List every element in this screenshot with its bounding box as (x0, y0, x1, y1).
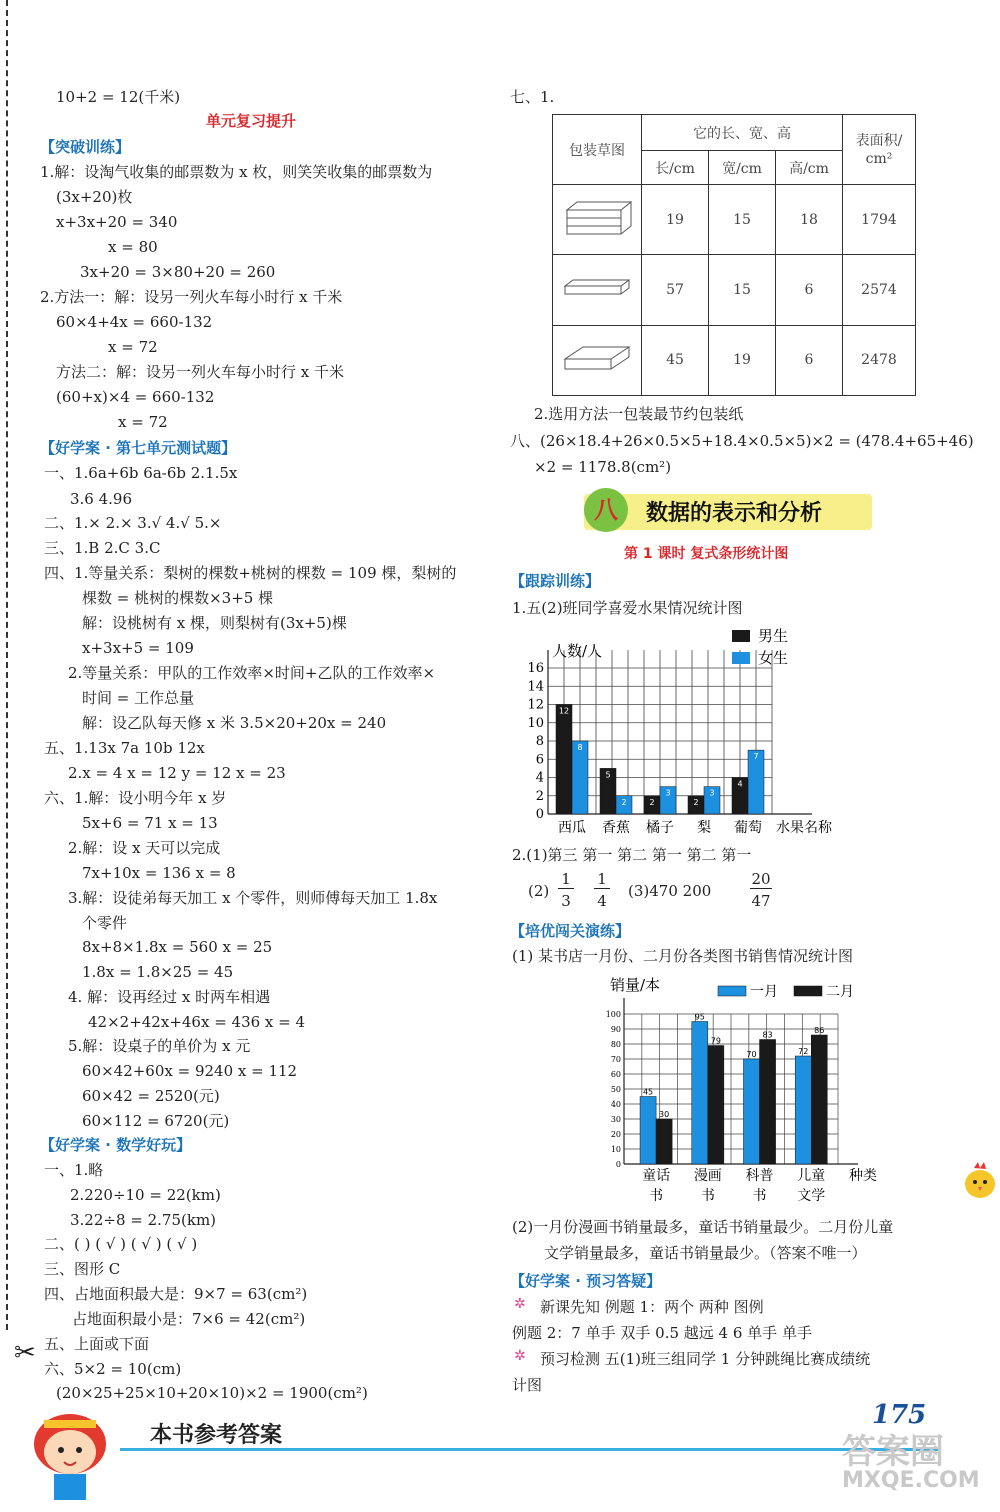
x-tick-label: 香蕉 (602, 820, 630, 836)
text-line: 60×4+4x = 660-132 (56, 313, 213, 331)
bar-value-label: 45 (642, 1087, 654, 1097)
x-tick-label: 童话 (642, 1168, 671, 1184)
table-cell: 15 (709, 185, 776, 255)
y-tick-label: 50 (610, 1085, 621, 1094)
bar-value-label: 3 (709, 788, 715, 798)
text-line: 5x+6 = 71 x = 13 (82, 814, 218, 832)
bar (708, 1046, 724, 1165)
legend-label: 二月 (826, 984, 854, 1000)
watermark-site: MXQE.COM (842, 1468, 980, 1493)
y-tick-label: 0 (535, 807, 544, 822)
text-line: 计图 (512, 1376, 543, 1394)
text-prefix: (2) (528, 882, 550, 900)
table-cell: 1794 (843, 185, 916, 255)
bar-value-label: 86 (814, 1026, 825, 1035)
section-title: 单元复习提升 (206, 112, 297, 130)
y-tick-label: 70 (610, 1055, 621, 1064)
text-line: 棵数 = 桃树的棵数×3+5 棵 (82, 589, 274, 607)
fraction-numerator: 1 (558, 870, 574, 889)
text-line: x = 72 (108, 338, 158, 356)
flower-icon: ✲ (514, 1296, 526, 1312)
text-line: 二、1.× 2.× 3.√ 4.√ 5.× (44, 514, 222, 532)
bar-value-label: 12 (558, 706, 570, 716)
y-tick-label: 2 (535, 788, 544, 804)
text-line: 2.等量关系：甲队的工作效率×时间+乙队的工作效率× (68, 664, 436, 682)
text-line: (60+x)×4 = 660-132 (56, 388, 215, 406)
mascot-icon (24, 1398, 116, 1508)
chart-title: (1) 某书店一月份、二月份各类图书销售情况统计图 (512, 947, 854, 965)
flower-icon: ✲ (514, 1348, 526, 1364)
y-tick-label: 80 (610, 1040, 621, 1049)
text-line: x+3x+20 = 340 (56, 213, 178, 231)
x-tick-label: 橘子 (646, 820, 674, 836)
legend-swatch (794, 986, 822, 996)
text-line: 时间 = 工作总量 (82, 689, 195, 707)
table-header: 宽/cm (709, 151, 776, 185)
y-tick-label: 100 (605, 1010, 621, 1019)
text-line: 方法二：解：设另一列火车每小时行 x 千米 (56, 363, 344, 381)
table-header: 它的长、宽、高 (642, 115, 843, 151)
footer-rule (120, 1448, 940, 1451)
x-tick-label-line2: 书 (700, 1188, 715, 1204)
bar-value-label: 79 (710, 1036, 721, 1046)
text-line: 60×42+60x = 9240 x = 112 (82, 1062, 298, 1080)
bar-value-label: 95 (694, 1012, 705, 1022)
unit-number: 八 (584, 488, 628, 532)
text-line: 3x+20 = 3×80+20 = 260 (80, 263, 276, 281)
text-line: (20×25+25×10+20×10)×2 = 1900(cm²) (56, 1384, 368, 1402)
text-line: 六、1.解：设小明今年 x 岁 (44, 789, 227, 807)
text-line: 预习检测 五(1)班三组同学 1 分钟跳绳比赛成绩统 (540, 1350, 871, 1368)
text-line: 2.x = 4 x = 12 y = 12 x = 23 (68, 764, 286, 782)
scissors-icon: ✂ (14, 1338, 36, 1368)
table-cell: 6 (776, 325, 843, 395)
x-tick-label: 科普 (745, 1168, 774, 1184)
text-line: 2.(1)第三 第一 第二 第一 第二 第一 (512, 846, 752, 864)
text-line: 5.解：设桌子的单价为 x 元 (68, 1037, 251, 1055)
text-line: 1.8x = 1.8×25 = 45 (82, 963, 234, 981)
y-tick-label: 4 (535, 770, 544, 786)
text-line: (2)一月份漫画书销量最多，童话书销量最少。二月份儿童 (512, 1218, 894, 1236)
y-tick-label: 16 (527, 661, 544, 676)
fruit-bar-chart (510, 622, 850, 844)
text-line: 占地面积最小是：7×6 = 42(cm²) (72, 1310, 306, 1328)
header-unit: cm² (865, 150, 893, 167)
text-line: 7x+10x = 136 x = 8 (82, 864, 236, 882)
text-line: 3.解：设徒弟每天加工 x 个零件，则师傅每天加工 1.8x (68, 889, 438, 907)
y-tick-label: 10 (527, 715, 544, 731)
bar (811, 1035, 827, 1164)
bar-value-label: 7 (753, 752, 759, 762)
bar-value-label: 2 (649, 797, 655, 807)
table-header: 长/cm (642, 151, 709, 185)
book-sales-bar-chart (590, 970, 890, 1210)
chart-title: 1.五(2)班同学喜爱水果情况统计图 (512, 599, 743, 617)
bar-value-label: 83 (762, 1030, 773, 1040)
table-header: 高/cm (776, 151, 843, 185)
lesson-title: 第 1 课时 复式条形统计图 (624, 546, 789, 562)
heading: 【好学案 · 预习答疑】 (510, 1272, 662, 1290)
bar-value-label: 2 (621, 797, 627, 807)
text-line: 三、图形 C (44, 1260, 121, 1278)
table-cell: 57 (642, 255, 709, 325)
footer-title: 本书参考答案 (150, 1423, 283, 1448)
text-line: 新课先知 例题 1：两个 两种 图例 (540, 1298, 764, 1316)
text-line: 3.22÷8 = 2.75(km) (70, 1211, 217, 1229)
legend-label: 女生 (758, 649, 789, 667)
text-line: 60×112 = 6720(元) (82, 1112, 230, 1130)
table-cell: 2478 (843, 325, 916, 395)
y-tick-label: 6 (535, 752, 544, 768)
bar-value-label: 3 (665, 788, 671, 798)
text-line: 一、1.6a+6b 6a-6b 2.1.5x (44, 464, 238, 482)
x-tick-label: 葡萄 (734, 820, 762, 836)
heading: 【培优闯关演练】 (510, 922, 631, 940)
legend-swatch (732, 630, 750, 642)
text-line: 2.选用方法一包装最节约包装纸 (534, 405, 744, 423)
y-tick-label: 60 (610, 1070, 621, 1079)
bar (760, 1040, 776, 1165)
table-row (553, 325, 916, 395)
table-cell: 18 (776, 185, 843, 255)
y-tick-label: 40 (610, 1100, 621, 1109)
heading: 【好学案 · 第七单元测试题】 (40, 439, 237, 457)
table-cell: 2574 (843, 255, 916, 325)
y-tick-label: 30 (610, 1115, 621, 1124)
table-header (843, 115, 916, 185)
fraction-denominator: 3 (561, 892, 571, 910)
watermark-logo: 答案圈 (842, 1432, 944, 1472)
x-tick-label: 种类 (848, 1168, 877, 1184)
text-line: x+3x+5 = 109 (82, 639, 194, 657)
text-line: 个零件 (82, 914, 128, 932)
text-line: 三、1.B 2.C 3.C (44, 539, 161, 557)
text-line: 六、5×2 = 10(cm) (44, 1360, 182, 1378)
text-line: x = 72 (118, 413, 168, 431)
heading: 【突破训练】 (40, 138, 131, 156)
text-line: 四、1.等量关系：梨树的棵数+桃树的棵数 = 109 棵，梨树的 (44, 564, 457, 582)
text-line: 2.方法一：解：设另一列火车每小时行 x 千米 (40, 288, 343, 306)
bar (743, 1059, 759, 1164)
text-line: 七、1. (510, 88, 555, 106)
legend-label: 男生 (758, 627, 789, 645)
text-middle: (3)470 200 (628, 882, 712, 900)
y-axis-label: 销量/本 (610, 976, 661, 994)
y-tick-label: 10 (610, 1145, 621, 1154)
bar (640, 1097, 656, 1165)
bar-value-label: 70 (746, 1050, 757, 1059)
text-line: 8x+8×1.8x = 560 x = 25 (82, 938, 273, 956)
legend-label: 一月 (750, 984, 778, 1000)
packaging-table (552, 114, 916, 396)
text-line: 二、( ) ( √ ) ( √ ) ( √ ) (44, 1235, 198, 1253)
text-line: x = 80 (108, 238, 158, 256)
text-line: 3.6 4.96 (70, 490, 133, 508)
legend-swatch (732, 652, 750, 664)
x-tick-label-line2: 文学 (797, 1188, 826, 1204)
y-tick-label: 90 (610, 1025, 621, 1034)
x-tick-label-line2: 书 (752, 1188, 767, 1204)
table-cell: 15 (709, 255, 776, 325)
bar-value-label: 5 (605, 770, 611, 780)
text-line: 例题 2：7 单手 双手 0.5 越远 4 6 单手 单手 (512, 1324, 812, 1342)
text-line: 解：设桃树有 x 棵，则梨树有(3x+5)棵 (82, 614, 347, 632)
chick-icon (962, 1160, 998, 1200)
x-tick-label: 西瓜 (558, 820, 586, 836)
text-line: 八、(26×18.4+26×0.5×5+18.4×0.5×5)×2 = (478.4+65+46) (510, 432, 974, 450)
text-line: 五、上面或下面 (44, 1335, 150, 1353)
text-line: 60×42 = 2520(元) (82, 1087, 220, 1105)
text-line: 4. 解：设再经过 x 时两车相遇 (68, 988, 271, 1006)
table-row (553, 185, 916, 255)
bar (556, 705, 572, 815)
text-line: 42×2+42x+46x = 436 x = 4 (88, 1013, 306, 1031)
text-line: 1.解：设淘气收集的邮票数为 x 枚，则笑笑收集的邮票数为 (40, 163, 433, 181)
x-tick-label: 儿童 (797, 1168, 826, 1184)
x-axis-label: 水果名称 (776, 820, 832, 836)
bar-value-label: 4 (737, 779, 743, 789)
bar-value-label: 30 (659, 1110, 670, 1119)
header-text: 表面积/ (855, 132, 903, 149)
bar (795, 1056, 811, 1164)
text-line: ×2 = 1178.8(cm²) (534, 458, 672, 476)
y-tick-label: 12 (527, 697, 544, 713)
x-tick-label: 漫画 (693, 1168, 722, 1184)
heading: 【跟踪训练】 (510, 572, 601, 590)
text-line: 解：设乙队每天修 x 米 3.5×20+20x = 240 (82, 714, 387, 732)
box-sketch (553, 255, 642, 325)
text-line: 文学销量最多，童话书销量最少。（答案不唯一） (544, 1244, 867, 1262)
text-line: 10+2 = 12(千米) (56, 88, 181, 106)
x-tick-label-line2: 书 (649, 1188, 664, 1204)
text-line: (3x+20)枚 (56, 188, 133, 206)
y-tick-label: 20 (610, 1130, 621, 1139)
y-tick-label: 0 (615, 1160, 621, 1169)
table-cell: 45 (642, 325, 709, 395)
fraction-line (528, 870, 788, 914)
box-sketch (553, 325, 642, 395)
text-line: 四、占地面积最大是：9×7 = 63(cm²) (44, 1285, 308, 1303)
table-cell: 6 (776, 255, 843, 325)
bar-value-label: 72 (798, 1047, 809, 1056)
y-tick-label: 14 (527, 679, 544, 695)
heading: 【好学案 · 数学好玩】 (40, 1136, 192, 1154)
text-line: 2.解：设 x 天可以完成 (68, 839, 221, 857)
legend-swatch (718, 986, 746, 996)
text-line: 一、1.略 (44, 1161, 104, 1179)
bar (656, 1119, 672, 1164)
table-cell: 19 (709, 325, 776, 395)
y-axis-label: 人数/人 (552, 642, 603, 660)
page-number: 175 (872, 1400, 927, 1430)
bar-value-label: 2 (693, 797, 699, 807)
fraction-denominator: 4 (597, 892, 607, 910)
text-line: 五、1.13x 7a 10b 12x (44, 739, 205, 757)
bar (692, 1022, 708, 1165)
fraction-numerator: 20 (751, 870, 771, 888)
text-line: 2.220÷10 = 22(km) (70, 1186, 221, 1204)
cut-line (6, 0, 8, 1330)
table-cell: 19 (642, 185, 709, 255)
unit-title: 数据的表示和分析 (646, 501, 823, 526)
table-row (553, 255, 916, 325)
box-sketch (553, 185, 642, 255)
fraction-denominator: 47 (751, 892, 771, 910)
bar-value-label: 8 (577, 743, 583, 752)
y-tick-label: 8 (535, 734, 544, 749)
fraction-numerator: 1 (594, 870, 610, 889)
x-tick-label: 梨 (697, 820, 711, 836)
table-header: 包装草图 (553, 115, 642, 185)
